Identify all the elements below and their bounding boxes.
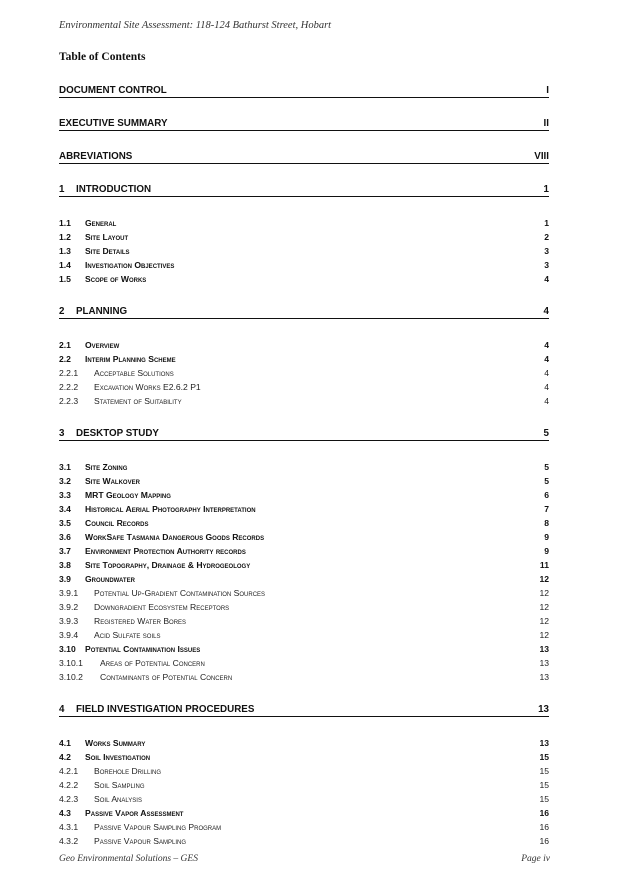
toc-entry-label: WorkSafe Tasmania Dangerous Goods Records	[85, 532, 265, 542]
toc-entry[interactable]	[59, 642, 549, 656]
toc-entry-number: 1.3	[59, 246, 71, 256]
toc-entry-number: 3.6	[59, 532, 71, 542]
toc-entry-number: 1.1	[59, 218, 71, 228]
toc-entry-number: 4.1	[59, 738, 71, 748]
toc-entry-label: PLANNING	[76, 306, 128, 317]
toc-entry[interactable]	[59, 117, 549, 131]
toc-entry[interactable]	[59, 736, 549, 750]
toc-entry-number: 3.2	[59, 476, 71, 486]
toc-entry[interactable]	[59, 352, 549, 366]
toc-entry-page: 4	[544, 396, 549, 406]
toc-entry-number: 3.10.1	[59, 658, 83, 668]
toc-entry-label: Works Summary	[85, 738, 146, 748]
toc-entry[interactable]	[59, 84, 549, 98]
toc-entry-page: 5	[544, 462, 549, 472]
toc-entry-label: Council Records	[85, 518, 149, 528]
toc-entry-page: 1	[543, 184, 549, 195]
toc-entry-page: 13	[539, 658, 549, 668]
toc-entry-label: Borehole Drilling	[94, 766, 162, 776]
toc-entry[interactable]	[59, 502, 549, 516]
toc-entry[interactable]	[59, 614, 549, 628]
toc-entry-label: ABREVIATIONS	[59, 151, 133, 162]
toc-entry-underline	[59, 97, 549, 98]
footer-page-number: Page iv	[521, 854, 550, 864]
toc-entry-page: 4	[544, 340, 549, 350]
toc-entry-page: I	[546, 85, 549, 96]
toc-entry-number: 3.5	[59, 518, 71, 528]
toc-entry-label: Investigation Objectives	[85, 260, 175, 270]
toc-entry[interactable]	[59, 656, 549, 670]
toc-entry-label: Downgradient Ecosystem Receptors	[94, 602, 230, 612]
toc-entry-label: Soil Sampling	[94, 780, 145, 790]
toc-entry[interactable]	[59, 338, 549, 352]
toc-entry-page: II	[543, 118, 549, 129]
toc-entry-page: 12	[539, 630, 549, 640]
toc-entry-page: 7	[544, 504, 549, 514]
toc-entry[interactable]	[59, 806, 549, 820]
toc-entry-label: Groundwater	[85, 574, 135, 584]
toc-entry-page: 15	[539, 766, 549, 776]
toc-entry-label: FIELD INVESTIGATION PROCEDURES	[76, 704, 255, 715]
toc-entry-label: Site Details	[85, 246, 130, 256]
toc-entry[interactable]	[59, 183, 549, 197]
toc-entry-underline	[59, 440, 549, 441]
toc-entry-label: EXECUTIVE SUMMARY	[59, 118, 168, 129]
toc-entry-number: 3.10.2	[59, 672, 83, 682]
toc-entry[interactable]	[59, 703, 549, 717]
toc-entry-label: Statement of Suitability	[94, 396, 182, 406]
toc-entry-label: INTRODUCTION	[76, 184, 152, 195]
toc-entry-number: 3.7	[59, 546, 71, 556]
toc-entry-number: 4.3.2	[59, 836, 79, 846]
toc-entry-page: 16	[539, 836, 549, 846]
toc-entry[interactable]	[59, 305, 549, 319]
toc-entry[interactable]	[59, 572, 549, 586]
toc-entry-number: 4.2.3	[59, 794, 79, 804]
toc-entry[interactable]	[59, 230, 549, 244]
toc-entry-label: Potential Up-Gradient Contamination Sources	[94, 588, 266, 598]
toc-entry-number: 4.3.1	[59, 822, 79, 832]
toc-entry-label: Scope of Works	[85, 274, 147, 284]
toc-entry[interactable]	[59, 366, 549, 380]
toc-entry-label: Passive Vapour Sampling Program	[94, 822, 222, 832]
toc-entry-label: Soil Investigation	[85, 752, 151, 762]
toc-entry[interactable]	[59, 150, 549, 164]
toc-entry-page: 8	[544, 518, 549, 528]
toc-entry-number: 1.5	[59, 274, 71, 284]
toc-entry-underline	[59, 196, 549, 197]
toc-entry-number: 4.2.2	[59, 780, 79, 790]
toc-entry-page: 4	[544, 274, 549, 284]
toc-entry-page: 13	[538, 704, 549, 715]
toc-entry-label: MRT Geology Mapping	[85, 490, 171, 500]
toc-entry-number: 2.2.3	[59, 396, 79, 406]
toc-entry-page: 13	[539, 644, 549, 654]
footer-company: Geo Environmental Solutions – GES	[59, 854, 198, 864]
toc-entry-number: 2.2	[59, 354, 71, 364]
toc-entry-number: 3.9.4	[59, 630, 79, 640]
toc-entry-label: Excavation Works E2.6.2 P1	[94, 382, 201, 392]
toc-entry-label: Passive Vapor Assessment	[85, 808, 184, 818]
toc-entry-underline	[59, 716, 549, 717]
toc-entry-number: 3.9.2	[59, 602, 79, 612]
toc-entry-label: Registered Water Bores	[94, 616, 187, 626]
toc-entry-label: Passive Vapour Sampling	[94, 836, 186, 846]
toc-entry-page: 4	[544, 368, 549, 378]
toc-entry-number: 3	[59, 428, 65, 439]
toc-entry-number: 3.9.3	[59, 616, 79, 626]
toc-entry-page: 12	[539, 602, 549, 612]
toc-entry[interactable]	[59, 750, 549, 764]
toc-entry[interactable]	[59, 586, 549, 600]
toc-entry[interactable]	[59, 792, 549, 806]
toc-entry-label: DESKTOP STUDY	[76, 428, 159, 439]
toc-entry-label: Historical Aerial Photography Interpretation	[85, 504, 256, 514]
toc-entry-page: 5	[544, 476, 549, 486]
toc-entry-label: Site Layout	[85, 232, 129, 242]
toc-entry[interactable]	[59, 600, 549, 614]
toc-entry-underline	[59, 130, 549, 131]
toc-entry-number: 3.8	[59, 560, 71, 570]
toc-entry[interactable]	[59, 764, 549, 778]
toc-entry-page: 3	[544, 246, 549, 256]
toc-entry-number: 4.2.1	[59, 766, 79, 776]
toc-entry[interactable]	[59, 834, 549, 848]
toc-entry-label: Acid Sulfate soils	[94, 630, 161, 640]
toc-entry-page: 13	[539, 738, 549, 748]
toc-entry-page: 12	[539, 616, 549, 626]
toc-entry-number: 3.10	[59, 644, 76, 654]
toc-entry-number: 1.4	[59, 260, 71, 270]
toc-entry-page: 1	[544, 218, 549, 228]
toc-entry-page: 6	[544, 490, 549, 500]
toc-entry[interactable]	[59, 380, 549, 394]
toc-entry-underline	[59, 163, 549, 164]
toc-entry-page: 16	[539, 808, 549, 818]
toc-entry[interactable]	[59, 558, 549, 572]
toc-entry-label: Overview	[85, 340, 120, 350]
toc-entry[interactable]	[59, 516, 549, 530]
toc-entry-page: 2	[544, 232, 549, 242]
toc-entry-number: 2.2.2	[59, 382, 79, 392]
toc-entry[interactable]	[59, 778, 549, 792]
toc-entry-page: 12	[539, 574, 549, 584]
toc-entry-page: 4	[544, 382, 549, 392]
toc-entry[interactable]	[59, 544, 549, 558]
toc-entry-page: 5	[543, 428, 549, 439]
toc-entry-number: 2.1	[59, 340, 71, 350]
running-header: Environmental Site Assessment: 118-124 Bathurst Street, Hobart	[59, 20, 332, 31]
toc-entry-number: 2	[59, 306, 65, 317]
toc-entry-label: Site Topography, Drainage & Hydrogeology	[85, 560, 251, 570]
toc-entry-page: 15	[539, 780, 549, 790]
toc-entry[interactable]	[59, 820, 549, 834]
toc-entry-number: 1.2	[59, 232, 71, 242]
toc-entry-page: 13	[539, 672, 549, 682]
toc-entry-label: General	[85, 218, 117, 228]
toc-entry-page: 15	[539, 794, 549, 804]
toc-entry-label: Acceptable Solutions	[94, 368, 174, 378]
toc-entry-label: Environment Protection Authority records	[85, 546, 246, 556]
toc-entry-number: 3.4	[59, 504, 71, 514]
toc-entry-number: 4.2	[59, 752, 71, 762]
toc-entry-label: Contaminants of Potential Concern	[100, 672, 233, 682]
toc-entry-page: 12	[539, 588, 549, 598]
toc-entry[interactable]	[59, 216, 549, 230]
toc-entry-page: 4	[544, 354, 549, 364]
toc-entry[interactable]	[59, 258, 549, 272]
toc-entry-page: 9	[544, 546, 549, 556]
toc-entry[interactable]	[59, 244, 549, 258]
toc-entry[interactable]	[59, 427, 549, 441]
toc-entry[interactable]	[59, 488, 549, 502]
toc-entry-page: 16	[539, 822, 549, 832]
toc-entry[interactable]	[59, 530, 549, 544]
toc-entry[interactable]	[59, 272, 549, 286]
toc-entry-number: 3.1	[59, 462, 71, 472]
toc-entry-page: 15	[539, 752, 549, 762]
toc-title: Table of Contents	[59, 51, 146, 63]
toc-entry-number: 3.9	[59, 574, 71, 584]
toc-entry-label: Site Walkover	[85, 476, 140, 486]
toc-entry-underline	[59, 318, 549, 319]
toc-entry-label: Interim Planning Scheme	[85, 354, 176, 364]
toc-entry-label: Site Zoning	[85, 462, 128, 472]
toc-entry-label: Soil Analysis	[94, 794, 142, 804]
toc-entry-page: 11	[539, 560, 549, 570]
toc-entry-page: 3	[544, 260, 549, 270]
toc-entry-number: 1	[59, 184, 65, 195]
toc-entry-number: 4	[59, 704, 65, 715]
toc-entry[interactable]	[59, 394, 549, 408]
toc-entry-page: 4	[543, 306, 549, 317]
toc-entry[interactable]	[59, 628, 549, 642]
toc-entry-page: 9	[544, 532, 549, 542]
toc-entry-label: DOCUMENT CONTROL	[59, 85, 167, 96]
toc-entry-number: 2.2.1	[59, 368, 79, 378]
toc-entry-label: Areas of Potential Concern	[100, 658, 205, 668]
toc-entry[interactable]	[59, 670, 549, 684]
toc-entry[interactable]	[59, 474, 549, 488]
toc-entry-number: 4.3	[59, 808, 71, 818]
toc-entry-number: 3.3	[59, 490, 71, 500]
toc-entry-page: VIII	[534, 151, 549, 162]
toc-entry[interactable]	[59, 460, 549, 474]
toc-entry-number: 3.9.1	[59, 588, 79, 598]
toc-entry-label: Potential Contamination Issues	[85, 644, 201, 654]
